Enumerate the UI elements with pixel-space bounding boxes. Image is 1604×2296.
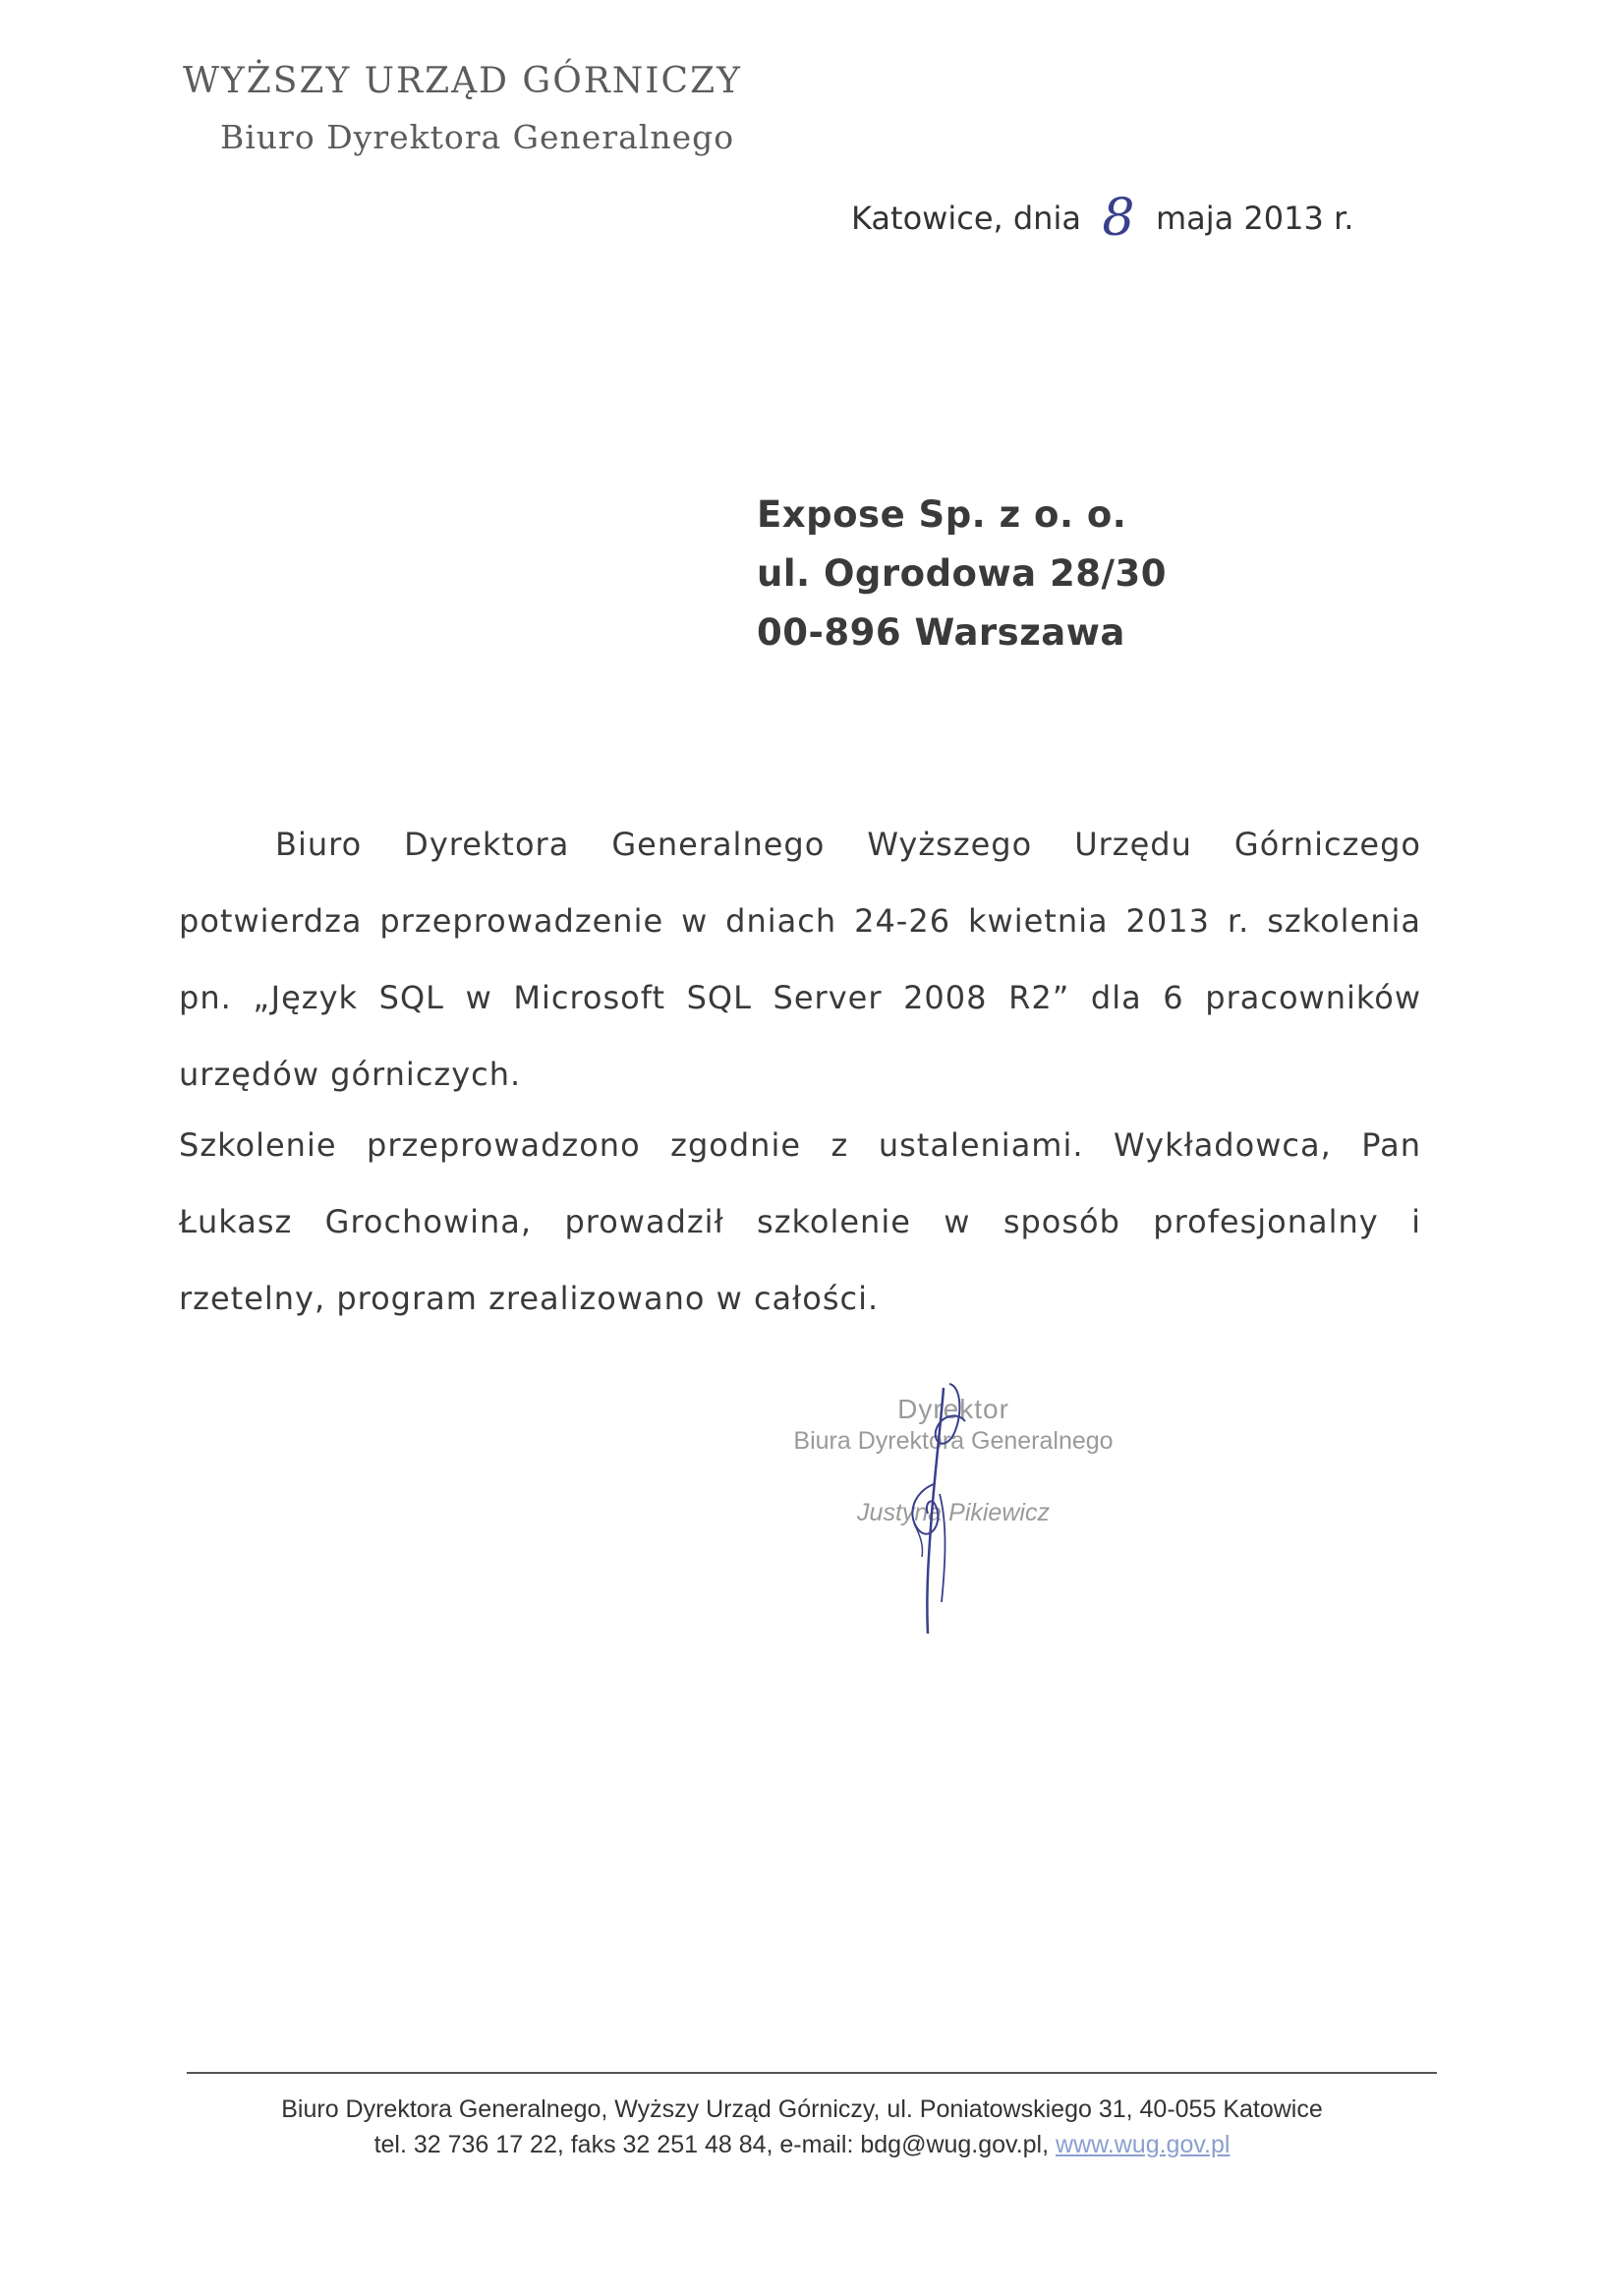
footer bbox=[147, 2092, 1457, 2162]
letter-body bbox=[179, 806, 1421, 1337]
date-suffix: maja 2013 r. bbox=[1155, 200, 1354, 237]
recipient-city: 00-896 Warszawa bbox=[757, 611, 1125, 654]
stamp-title: Dyrektor bbox=[897, 1394, 1009, 1424]
date-prefix: Katowice, dnia bbox=[851, 200, 1081, 237]
stamp-office: Biura Dyrektora Generalnego bbox=[793, 1427, 1114, 1455]
stamp-name: Justyna Pikiewicz bbox=[857, 1499, 1050, 1526]
recipient-address bbox=[757, 486, 1167, 662]
recipient-street: ul. Ogrodowa 28/30 bbox=[757, 552, 1167, 595]
footer-address: Biuro Dyrektora Generalnego, Wyższy Urząd Górniczy, ul. Poniatowskiego 31, 40-055 Katowice bbox=[281, 2095, 1323, 2123]
handwritten-signature bbox=[885, 1376, 1002, 1641]
body-paragraph-1: Biuro Dyrektora Generalnego Wyższego Urzędu Górniczego potwierdza przeprowadzenie w dniach 24-26 kwietnia 2013 r. szkolenia pn. „Język SQL w Microsoft SQL Server 2008 R2” dla 6 pracowników urzędów górniczych. bbox=[179, 826, 1421, 1093]
handwritten-day: 8 bbox=[1102, 189, 1135, 248]
footer-contact bbox=[147, 2127, 1457, 2162]
footer-divider bbox=[187, 2072, 1437, 2074]
body-paragraph-2: Szkolenie przeprowadzono zgodnie z ustaleniami. Wykładowca, Pan Łukasz Grochowina, prowadził szkolenie w sposób profesjonalny i rzetelny, program zrealizowano w całości. bbox=[179, 1126, 1421, 1317]
footer-website-link[interactable]: www.wug.gov.pl bbox=[1056, 2131, 1231, 2158]
office-name: Biuro Dyrektora Generalnego bbox=[220, 118, 735, 156]
footer-contact-text: tel. 32 736 17 22, faks 32 251 48 84, e-mail: bdg@wug.gov.pl, bbox=[373, 2131, 1050, 2158]
organization-name: WYŻSZY URZĄD GÓRNICZY bbox=[183, 61, 742, 101]
recipient-name: Expose Sp. z o. o. bbox=[757, 493, 1127, 536]
date-line bbox=[851, 187, 1354, 248]
